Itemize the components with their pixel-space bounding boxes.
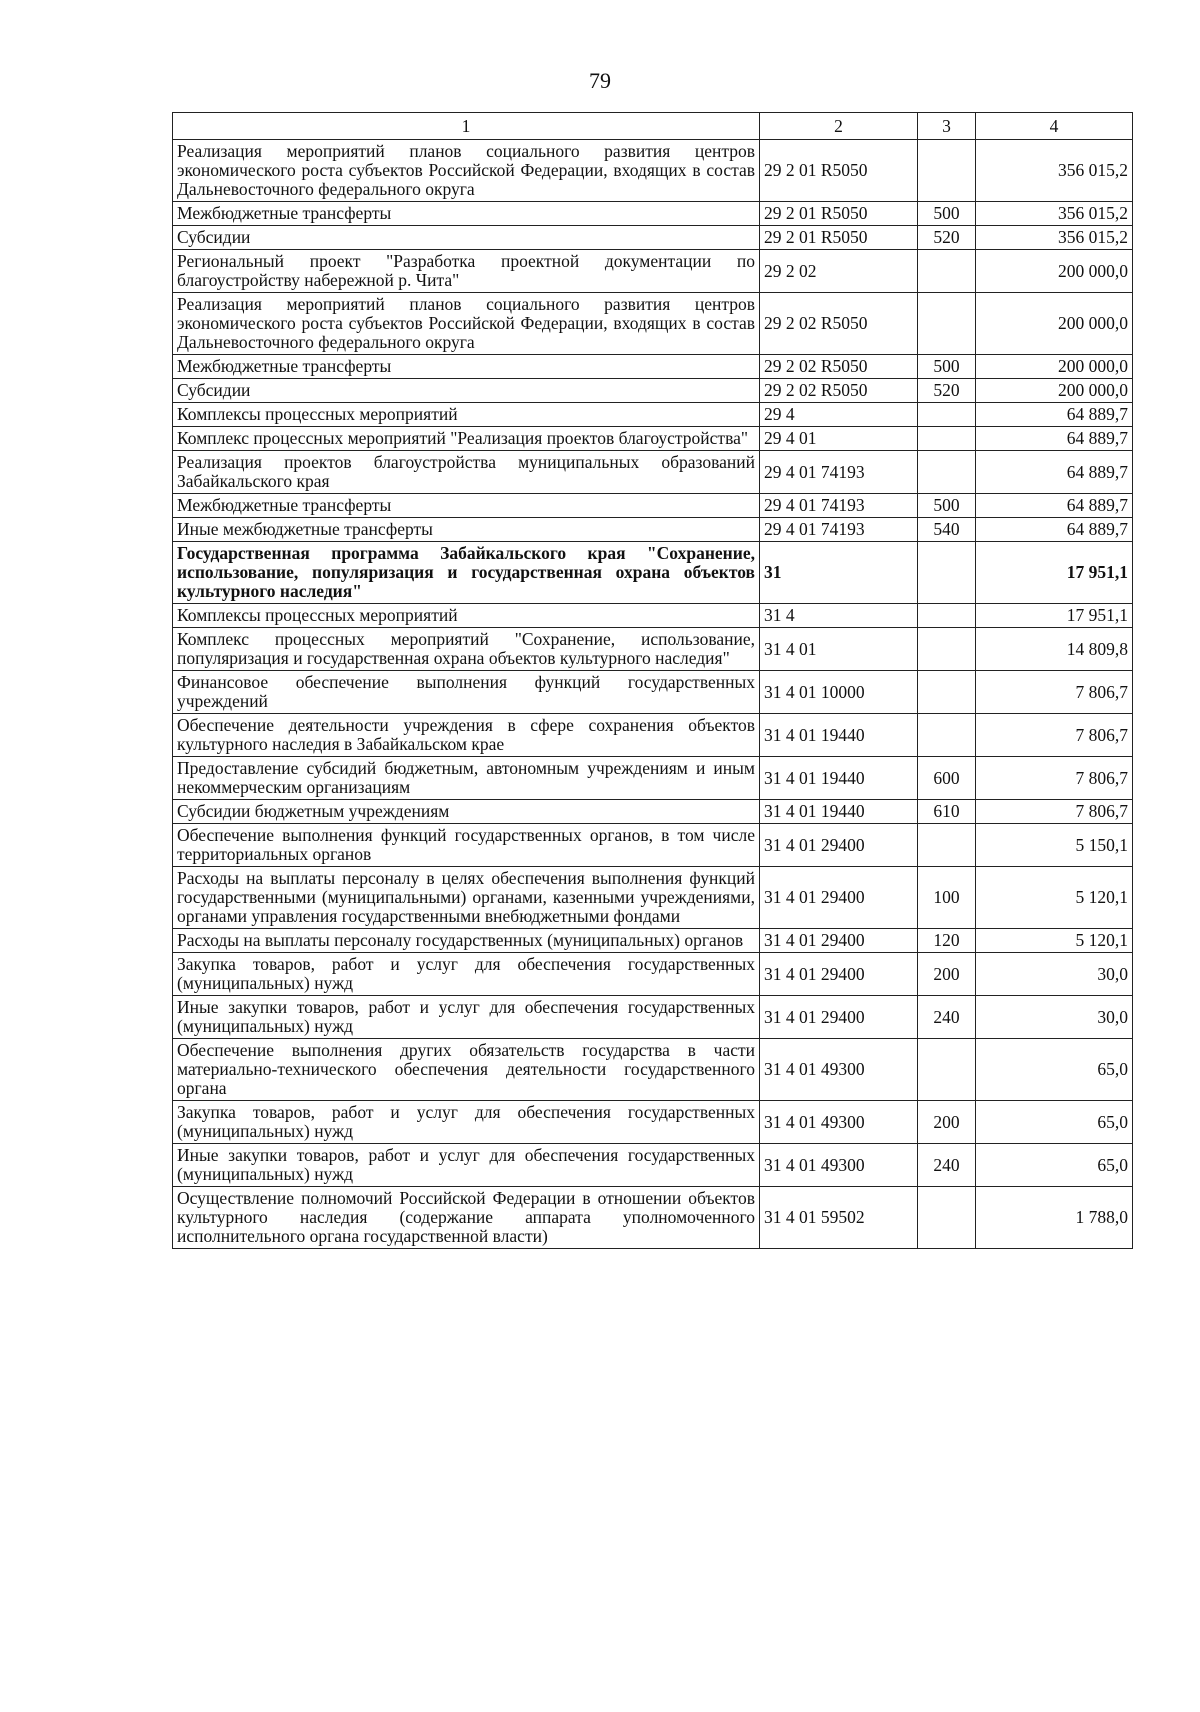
row-amount-cell: 1 788,0 (976, 1187, 1133, 1249)
row-name-cell: Закупка товаров, работ и услуг для обеспечения государственных (муниципальных) нужд (173, 953, 760, 996)
table-row (173, 202, 1133, 226)
row-name-cell: Субсидии (173, 226, 760, 250)
row-amount-cell: 200 000,0 (976, 379, 1133, 403)
row-name-cell: Межбюджетные трансферты (173, 202, 760, 226)
table-row (173, 671, 1133, 714)
table-row (173, 1039, 1133, 1101)
row-name-cell: Комплекс процессных мероприятий "Сохранение, использование, популяризация и государственная охрана объектов культурного наследия" (173, 628, 760, 671)
table-row (173, 379, 1133, 403)
table-row (173, 1187, 1133, 1249)
table-row (173, 824, 1133, 867)
row-name-cell: Реализация проектов благоустройства муниципальных образований Забайкальского края (173, 451, 760, 494)
row-name-cell: Осуществление полномочий Российской Федерации в отношении объектов культурного наследия (содержание аппарата уполномоченного исполнительного органа государственной власти) (173, 1187, 760, 1249)
table-row (173, 757, 1133, 800)
row-name-cell: Комплекс процессных мероприятий "Реализация проектов благоустройства" (173, 427, 760, 451)
row-code-cell: 31 4 01 29400 (760, 996, 918, 1039)
column-header-1: 1 (173, 113, 760, 140)
row-code-cell: 29 4 01 74193 (760, 494, 918, 518)
row-amount-cell: 356 015,2 (976, 140, 1133, 202)
row-name-cell: Иные закупки товаров, работ и услуг для обеспечения государственных (муниципальных) нужд (173, 1144, 760, 1187)
row-code-cell: 29 4 01 74193 (760, 451, 918, 494)
row-name-cell: Закупка товаров, работ и услуг для обеспечения государственных (муниципальных) нужд (173, 1101, 760, 1144)
row-code-cell: 31 4 01 19440 (760, 800, 918, 824)
table-row (173, 451, 1133, 494)
row-amount-cell: 17 951,1 (976, 604, 1133, 628)
row-code-cell: 31 (760, 542, 918, 604)
row-name-cell: Комплексы процессных мероприятий (173, 403, 760, 427)
row-name-cell: Реализация мероприятий планов социального развития центров экономического роста субъектов Российской Федерации, входящих в состав Дальневосточного федерального округа (173, 140, 760, 202)
row-type-cell: 240 (918, 1144, 976, 1187)
row-code-cell: 31 4 01 19440 (760, 757, 918, 800)
row-type-cell: 200 (918, 1101, 976, 1144)
row-type-cell: 600 (918, 757, 976, 800)
row-name-cell: Региональный проект "Разработка проектной документации по благоустройству набережной р. Чита" (173, 250, 760, 293)
row-name-cell: Обеспечение выполнения функций государственных органов, в том числе территориальных органов (173, 824, 760, 867)
row-name-cell: Финансовое обеспечение выполнения функций государственных учреждений (173, 671, 760, 714)
row-type-cell: 610 (918, 800, 976, 824)
row-type-cell (918, 1039, 976, 1101)
row-name-cell: Субсидии бюджетным учреждениям (173, 800, 760, 824)
row-type-cell: 120 (918, 929, 976, 953)
row-amount-cell: 7 806,7 (976, 671, 1133, 714)
row-amount-cell: 64 889,7 (976, 403, 1133, 427)
row-code-cell: 29 4 01 74193 (760, 518, 918, 542)
row-code-cell: 31 4 01 29400 (760, 953, 918, 996)
row-name-cell: Межбюджетные трансферты (173, 355, 760, 379)
page-number: 79 (589, 68, 611, 93)
table-row (173, 427, 1133, 451)
column-header-3: 3 (918, 113, 976, 140)
row-amount-cell: 30,0 (976, 953, 1133, 996)
row-name-cell: Субсидии (173, 379, 760, 403)
table-row (173, 518, 1133, 542)
row-code-cell: 29 2 01 R5050 (760, 140, 918, 202)
row-code-cell: 29 4 01 (760, 427, 918, 451)
row-code-cell: 29 2 01 R5050 (760, 226, 918, 250)
row-type-cell (918, 542, 976, 604)
row-name-cell: Расходы на выплаты персоналу государственных (муниципальных) органов (173, 929, 760, 953)
row-amount-cell: 65,0 (976, 1144, 1133, 1187)
row-amount-cell: 64 889,7 (976, 427, 1133, 451)
row-type-cell: 540 (918, 518, 976, 542)
row-amount-cell: 356 015,2 (976, 226, 1133, 250)
row-type-cell (918, 250, 976, 293)
column-header-2: 2 (760, 113, 918, 140)
row-name-cell: Реализация мероприятий планов социального развития центров экономического роста субъектов Российской Федерации, входящих в состав Дальневосточного федерального округа (173, 293, 760, 355)
row-name-cell: Комплексы процессных мероприятий (173, 604, 760, 628)
column-header-4: 4 (976, 113, 1133, 140)
table-row (173, 355, 1133, 379)
row-code-cell: 31 4 01 29400 (760, 929, 918, 953)
row-code-cell: 31 4 01 59502 (760, 1187, 918, 1249)
row-amount-cell: 64 889,7 (976, 494, 1133, 518)
row-code-cell: 31 4 01 29400 (760, 867, 918, 929)
row-type-cell: 240 (918, 996, 976, 1039)
row-type-cell (918, 714, 976, 757)
row-name-cell: Государственная программа Забайкальского края "Сохранение, использование, популяризация и государственная охрана объектов культурного наследия" (173, 542, 760, 604)
row-code-cell: 31 4 (760, 604, 918, 628)
row-type-cell (918, 1187, 976, 1249)
table-row (173, 140, 1133, 202)
row-type-cell (918, 451, 976, 494)
table-row (173, 494, 1133, 518)
row-type-cell: 500 (918, 494, 976, 518)
row-code-cell: 29 2 02 (760, 250, 918, 293)
row-name-cell: Иные закупки товаров, работ и услуг для обеспечения государственных (муниципальных) нужд (173, 996, 760, 1039)
row-type-cell: 100 (918, 867, 976, 929)
table-row (173, 996, 1133, 1039)
row-amount-cell: 5 120,1 (976, 929, 1133, 953)
row-amount-cell: 65,0 (976, 1039, 1133, 1101)
row-name-cell: Обеспечение выполнения других обязательств государства в части материально-технического обеспечения деятельности государственного органа (173, 1039, 760, 1101)
row-amount-cell: 7 806,7 (976, 757, 1133, 800)
table-row (173, 929, 1133, 953)
budget-table (172, 112, 1133, 1249)
table-row (173, 604, 1133, 628)
table-row (173, 714, 1133, 757)
row-name-cell: Предоставление субсидий бюджетным, автономным учреждениям и иным некоммерческим организациям (173, 757, 760, 800)
row-code-cell: 29 4 (760, 403, 918, 427)
row-code-cell: 29 2 02 R5050 (760, 379, 918, 403)
row-amount-cell: 17 951,1 (976, 542, 1133, 604)
row-type-cell (918, 427, 976, 451)
table-row (173, 226, 1133, 250)
row-code-cell: 31 4 01 49300 (760, 1101, 918, 1144)
table-row (173, 542, 1133, 604)
table-row (173, 1144, 1133, 1187)
row-name-cell: Межбюджетные трансферты (173, 494, 760, 518)
table-row (173, 867, 1133, 929)
row-code-cell: 31 4 01 (760, 628, 918, 671)
row-type-cell: 200 (918, 953, 976, 996)
row-type-cell: 500 (918, 355, 976, 379)
row-code-cell: 31 4 01 19440 (760, 714, 918, 757)
row-code-cell: 29 2 02 R5050 (760, 293, 918, 355)
row-amount-cell: 356 015,2 (976, 202, 1133, 226)
row-code-cell: 31 4 01 29400 (760, 824, 918, 867)
row-code-cell: 31 4 01 49300 (760, 1039, 918, 1101)
row-code-cell: 31 4 01 10000 (760, 671, 918, 714)
row-amount-cell: 30,0 (976, 996, 1133, 1039)
table-header-row (173, 113, 1133, 140)
row-name-cell: Обеспечение деятельности учреждения в сфере сохранения объектов культурного наследия в Забайкальском крае (173, 714, 760, 757)
row-type-cell: 500 (918, 202, 976, 226)
row-amount-cell: 200 000,0 (976, 293, 1133, 355)
budget-table-body (173, 113, 1133, 1249)
row-amount-cell: 5 120,1 (976, 867, 1133, 929)
row-code-cell: 29 2 02 R5050 (760, 355, 918, 379)
row-name-cell: Расходы на выплаты персоналу в целях обеспечения выполнения функций государственными (муниципальными) органами, казенными учреждениями, органами управления государственными внебюджетными фондами (173, 867, 760, 929)
table-row (173, 628, 1133, 671)
row-amount-cell: 200 000,0 (976, 355, 1133, 379)
row-amount-cell: 64 889,7 (976, 451, 1133, 494)
row-type-cell (918, 604, 976, 628)
row-name-cell: Иные межбюджетные трансферты (173, 518, 760, 542)
row-code-cell: 29 2 01 R5050 (760, 202, 918, 226)
row-amount-cell: 64 889,7 (976, 518, 1133, 542)
row-type-cell (918, 140, 976, 202)
row-amount-cell: 5 150,1 (976, 824, 1133, 867)
row-type-cell (918, 293, 976, 355)
row-amount-cell: 65,0 (976, 1101, 1133, 1144)
row-amount-cell: 14 809,8 (976, 628, 1133, 671)
row-type-cell (918, 403, 976, 427)
table-row (173, 250, 1133, 293)
row-type-cell (918, 628, 976, 671)
table-row (173, 293, 1133, 355)
table-row (173, 953, 1133, 996)
row-amount-cell: 200 000,0 (976, 250, 1133, 293)
row-type-cell (918, 824, 976, 867)
row-code-cell: 31 4 01 49300 (760, 1144, 918, 1187)
table-row (173, 403, 1133, 427)
row-amount-cell: 7 806,7 (976, 714, 1133, 757)
row-type-cell: 520 (918, 379, 976, 403)
row-type-cell: 520 (918, 226, 976, 250)
row-type-cell (918, 671, 976, 714)
table-row (173, 1101, 1133, 1144)
table-row (173, 800, 1133, 824)
row-amount-cell: 7 806,7 (976, 800, 1133, 824)
